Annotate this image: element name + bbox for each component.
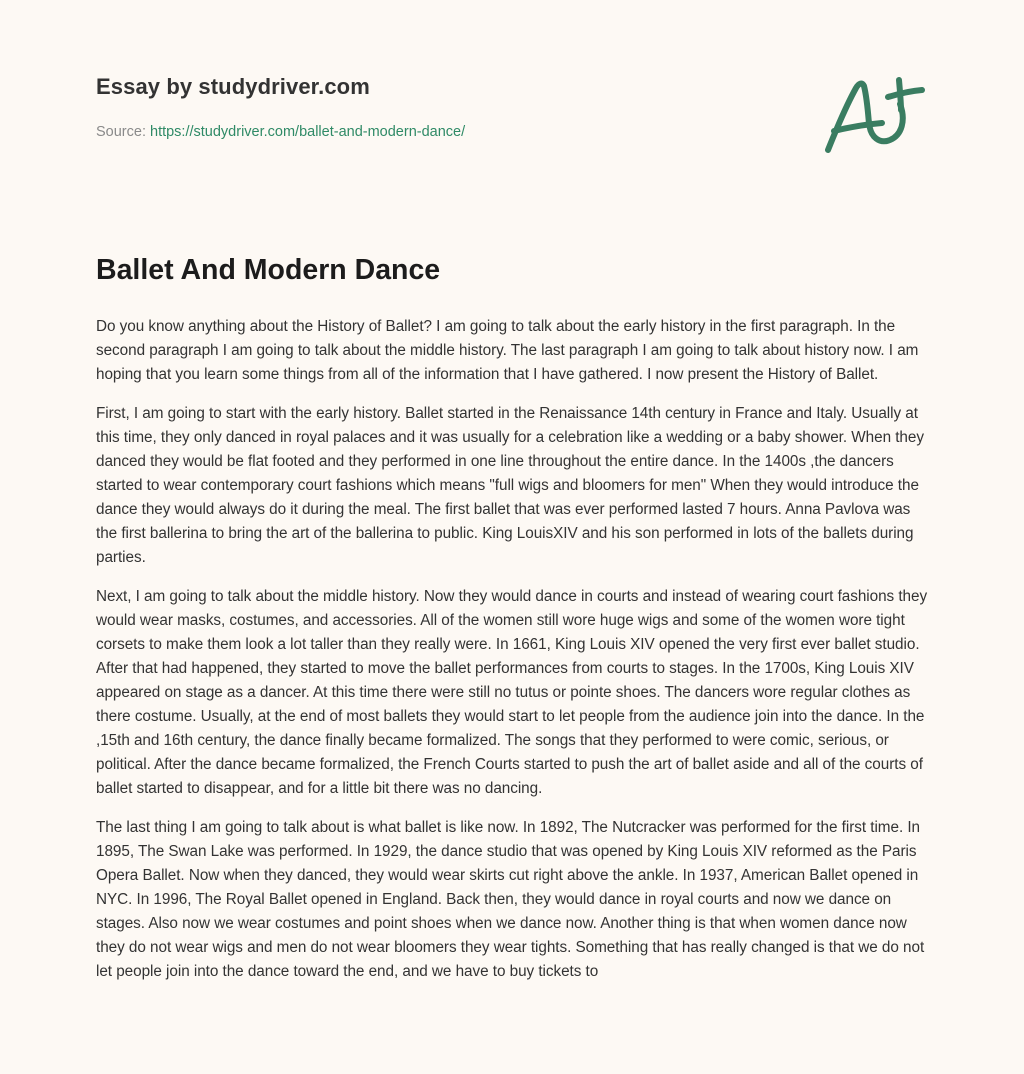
paragraph-early-history: First, I am going to start with the early history. Ballet started in the Renaissance 14th century in France and Italy. Usually at this time, they only danced in royal palaces and it was usually for a celebration like a wedding or a baby shower. When they danced they would be flat footed and they performed in one line throughout the entire dance. In the 1400s ,the dancers started to wear contemporary court fashions which means "full wigs and bloomers for men" When they would introduce the dance they would always do it during the meal. The first ballet that was ever performed lasted 7 hours. Anna Pavlova was the first ballerina to bring the art of the ballerina to public. King LouisXIV and his son performed in lots of the ballets during parties. bbox=[96, 405, 924, 566]
source-label: Source: bbox=[96, 124, 150, 140]
brand-title: Essay by studydriver.com bbox=[96, 74, 370, 99]
essay-header bbox=[96, 72, 926, 182]
paragraph-middle-history: Next, I am going to talk about the middle history. Now they would dance in courts and instead of wearing court fashions they would wear masks, costumes, and accessories. All of the women still wore huge wigs and some of the women wore tight corsets to make them look a lot taller than they really were. In 1661, King Louis XIV opened the very first ever ballet studio. After that had happened, they started to move the ballet performances from courts to stages. In the 1700s, King Louis XIV appeared on stage as a dancer. At this time there were still no tutus or pointe shoes. The dancers wore regular clothes as there costume. Usually, at the end of most ballets they would start to let people from the audience join into the dance. In the ,15th and 16th century, the dance finally became formalized. The songs that they performed to were comic, serious, or political. After the dance became formalized, the French Courts started to push the art of ballet aside and all of the courts of ballet started to disappear, and for a little bit there was no dancing. bbox=[96, 588, 928, 797]
essay-body bbox=[96, 315, 934, 999]
page-title: Ballet And Modern Dance bbox=[96, 254, 441, 286]
paragraph-intro: Do you know anything about the History of Ballet? I am going to talk about the early history in the first paragraph. In the second paragraph I am going to talk about the middle history. The last paragraph I am going to talk about history now. I am hoping that you learn some things from all of the information that I have gathered. I now present the History of Ballet. bbox=[96, 318, 919, 383]
paragraph-ballet-now: The last thing I am going to talk about is what ballet is like now. In 1892, The Nutcracker was performed for the first time. In 1895, The Swan Lake was performed. In 1929, the dance studio that was opened by King Louis XIV reformed as the Paris Opera Ballet. Now when they danced, they would wear skirts cut right above the ankle. In 1937, American Ballet opened in NYC. In 1996, The Royal Ballet opened in England. Back then, they would dance in royal courts and now we dance on stages. Also now we wear costumes and point shoes when we dance now. Another thing is that when women dance now they do not wear wigs and men do not wear bloomers they wear tights. Something that has really changed is that we do not let people join into the dance toward the end, and we have to buy tickets to bbox=[96, 819, 925, 980]
source-line bbox=[96, 124, 465, 140]
a-plus-grade-icon bbox=[818, 64, 928, 164]
source-link[interactable]: https://studydriver.com/ballet-and-modern-dance/ bbox=[150, 124, 466, 140]
